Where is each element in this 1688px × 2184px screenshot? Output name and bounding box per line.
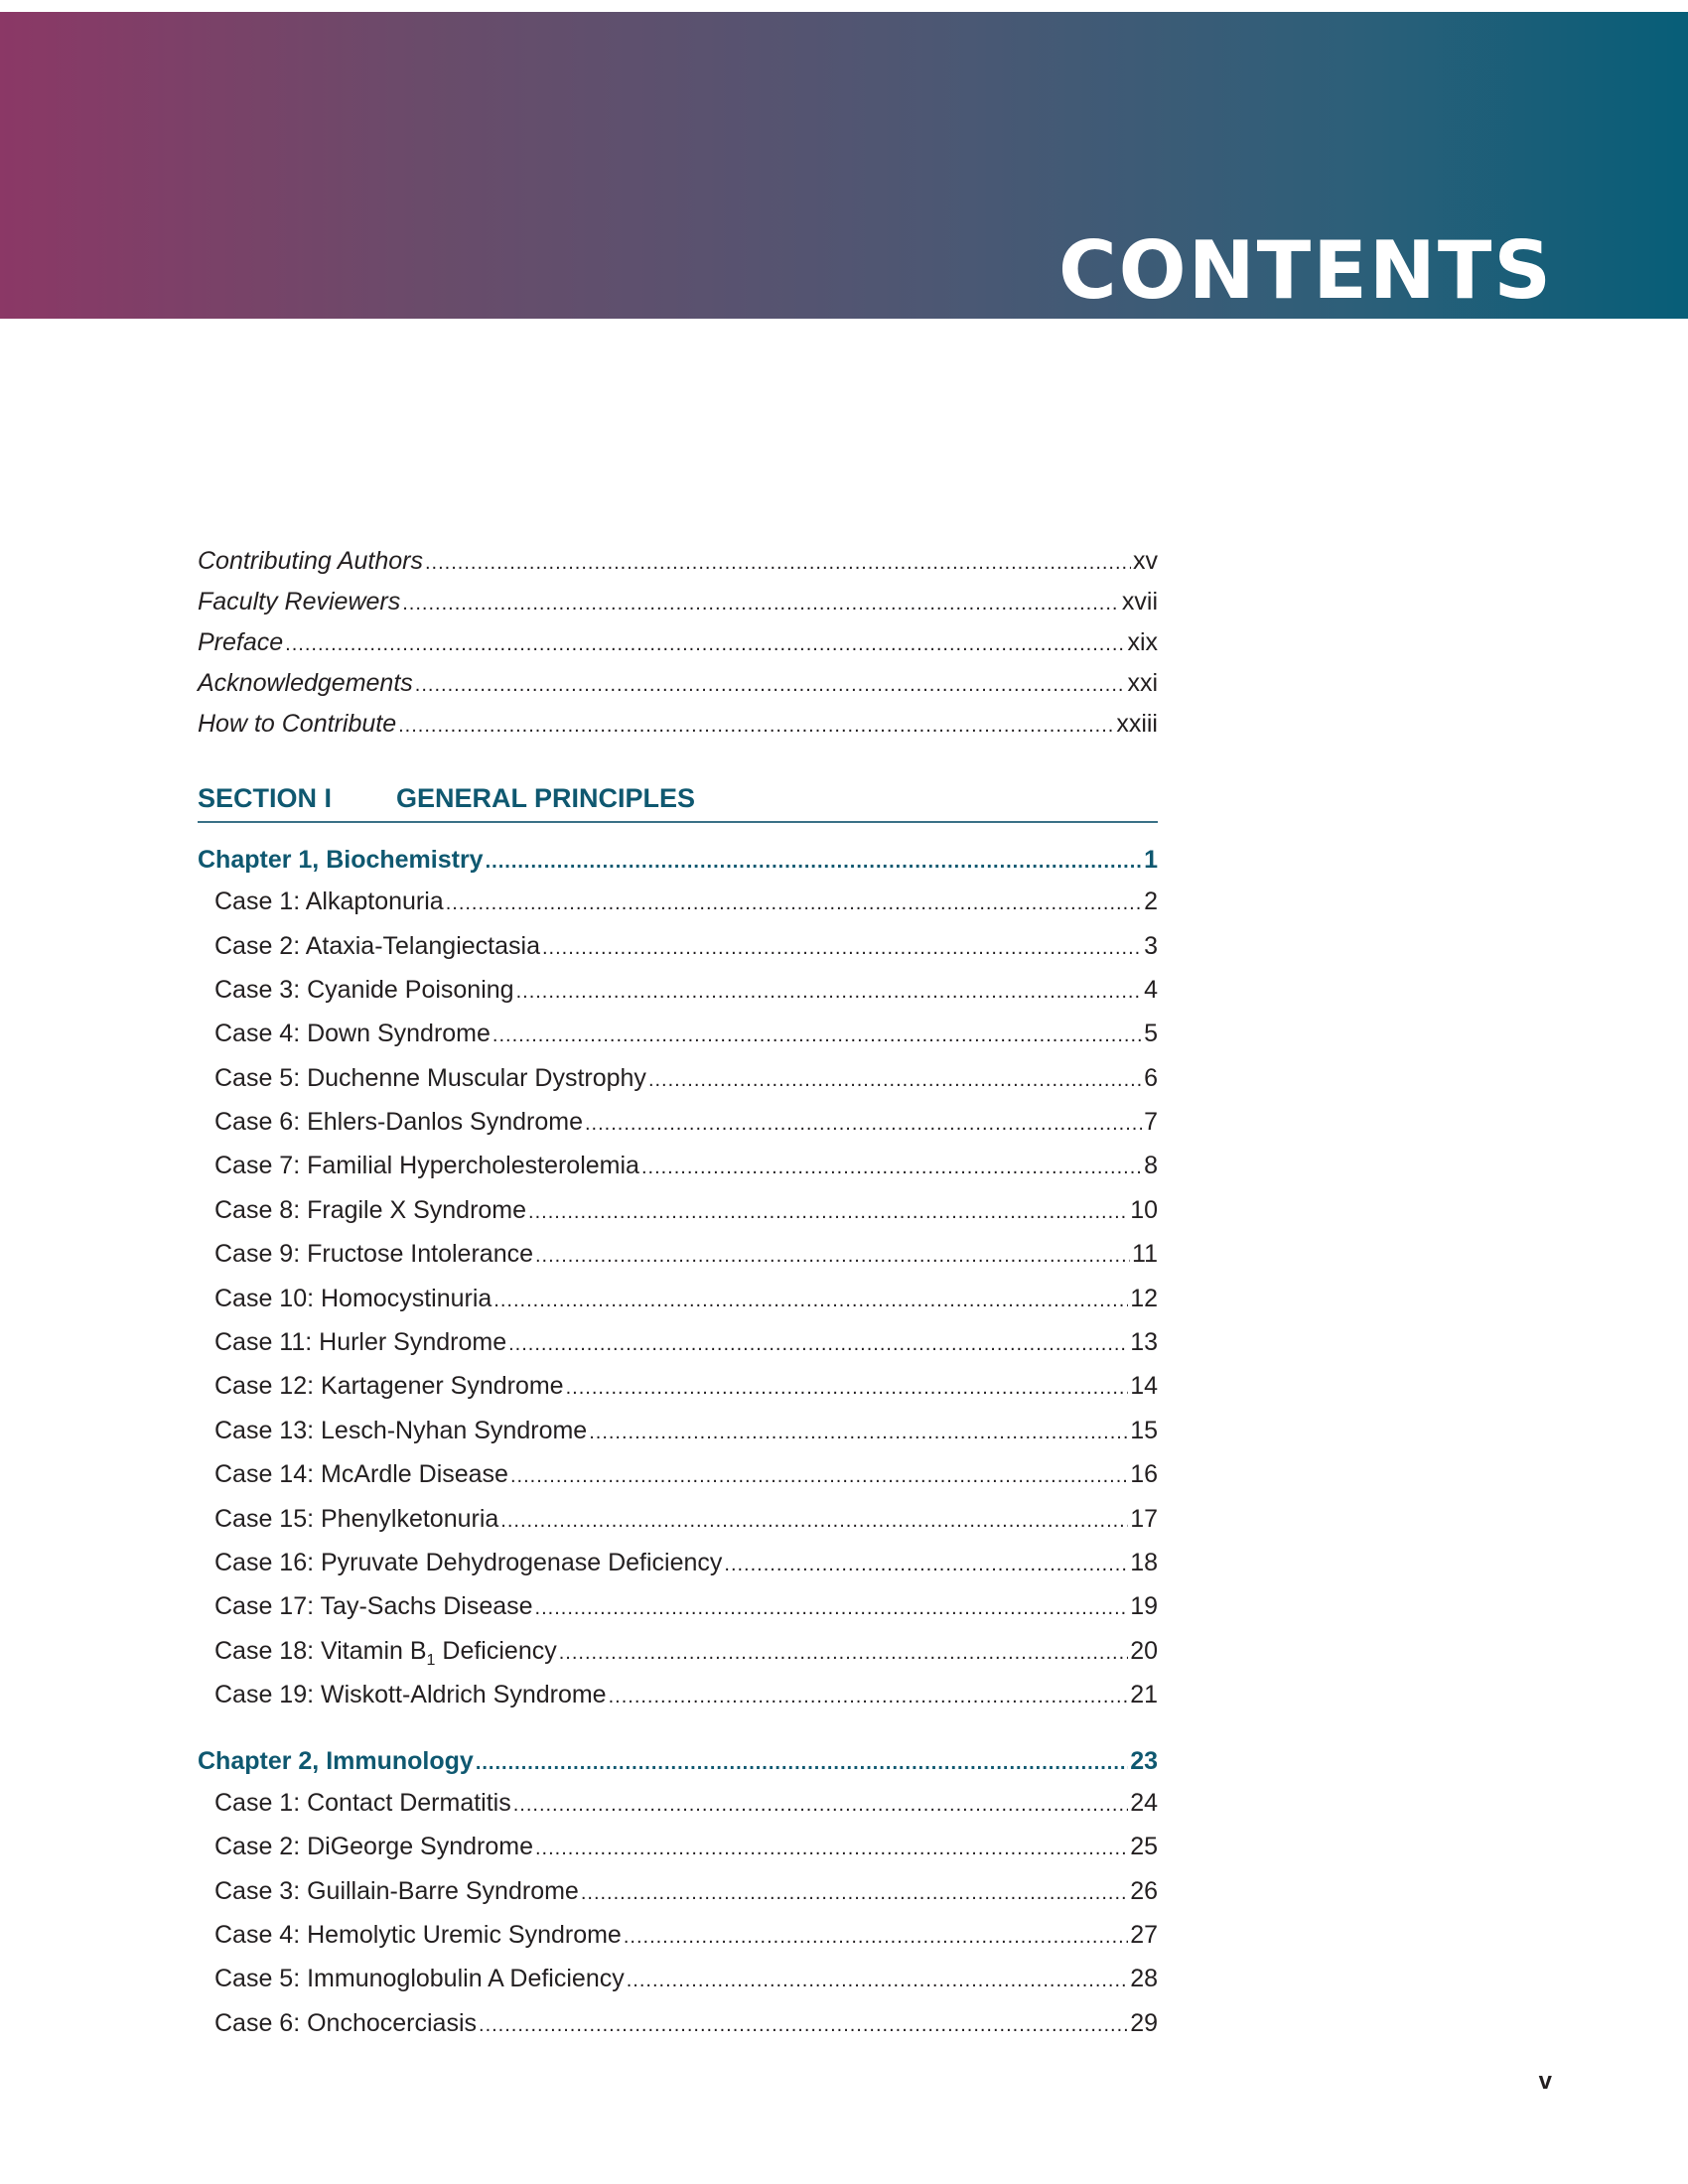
- dot-leader: [559, 1633, 1128, 1673]
- dot-leader: [492, 1016, 1142, 1055]
- dot-leader: [425, 543, 1131, 583]
- toc-entry-page: xxi: [1127, 669, 1158, 697]
- dot-leader: [493, 1281, 1128, 1320]
- dot-leader: [609, 1677, 1129, 1716]
- case-title: Case 12: Kartagener Syndrome: [214, 1372, 564, 1400]
- toc-case-entry[interactable]: [214, 1014, 1158, 1053]
- case-title: Case 16: Pyruvate Dehydrogenase Deficiency: [214, 1549, 723, 1576]
- case-title: Case 3: Cyanide Poisoning: [214, 976, 514, 1004]
- case-page: 10: [1130, 1196, 1158, 1224]
- toc-entry-page: xix: [1127, 628, 1158, 656]
- toc-chapter-immunology[interactable]: [198, 1741, 1158, 1781]
- toc-case-entry[interactable]: [214, 1827, 1158, 1866]
- case-page: 28: [1130, 1965, 1158, 1992]
- case-page: 12: [1130, 1285, 1158, 1312]
- toc-case-entry[interactable]: [214, 1102, 1158, 1142]
- header-banner: [0, 12, 1688, 319]
- toc-entry-preface[interactable]: [198, 622, 1158, 662]
- section-number: SECTION I: [198, 783, 333, 813]
- section-heading: [198, 775, 1158, 823]
- dot-leader: [486, 842, 1143, 882]
- toc-entry-title: Preface: [198, 628, 284, 656]
- toc-case-entry[interactable]: [214, 1322, 1158, 1362]
- case-title: Case 1: Contact Dermatitis: [214, 1789, 511, 1817]
- toc-case-entry[interactable]: [214, 970, 1158, 1010]
- case-title: Case 18: Vitamin $B_1$ Deficiency: [214, 1637, 557, 1669]
- toc-case-entry[interactable]: [214, 1543, 1158, 1582]
- dot-leader: [585, 1104, 1142, 1144]
- case-title: Case 11: Hurler Syndrome: [214, 1328, 507, 1356]
- dot-leader: [724, 1545, 1128, 1584]
- toc-entry-contributing-authors[interactable]: [198, 541, 1158, 581]
- case-page: 27: [1130, 1921, 1158, 1949]
- dot-leader: [581, 1873, 1128, 1913]
- page-number: v: [1538, 2068, 1552, 2095]
- toc-case-entry[interactable]: [214, 1871, 1158, 1911]
- case-title: Case 7: Familial Hypercholesterolemia: [214, 1152, 639, 1179]
- dot-leader: [479, 2005, 1128, 2045]
- case-title: Case 13: Lesch-Nyhan Syndrome: [214, 1417, 588, 1444]
- case-page: 26: [1130, 1877, 1158, 1905]
- toc-case-entry[interactable]: [214, 1234, 1158, 1274]
- case-title: Case 2: Ataxia-Telangiectasia: [214, 932, 540, 960]
- toc-case-entry[interactable]: [214, 1675, 1158, 1714]
- case-page: 15: [1130, 1417, 1158, 1444]
- toc-entry-title: Acknowledgements: [198, 669, 413, 697]
- dot-leader: [516, 972, 1143, 1012]
- case-title: Case 1: Alkaptonuria: [214, 887, 444, 915]
- case-title: Case 8: Fragile X Syndrome: [214, 1196, 527, 1224]
- toc-case-entry[interactable]: [214, 2003, 1158, 2043]
- toc-case-entry[interactable]: [214, 1190, 1158, 1230]
- toc-entry-title: Contributing Authors: [198, 547, 423, 575]
- toc-case-entry[interactable]: [214, 1631, 1158, 1671]
- toc-case-entry[interactable]: [214, 1146, 1158, 1185]
- toc-case-entry[interactable]: [214, 1454, 1158, 1494]
- dot-leader: [535, 1236, 1130, 1276]
- dot-leader: [648, 1060, 1142, 1100]
- subscript: 1: [426, 1652, 436, 1669]
- dot-leader: [402, 584, 1120, 623]
- case-page: 29: [1130, 2009, 1158, 2037]
- toc-entry-title: Faculty Reviewers: [198, 588, 401, 615]
- case-page: 16: [1130, 1460, 1158, 1488]
- toc-case-entry[interactable]: [214, 1499, 1158, 1539]
- case-title: Case 15: Phenylketonuria: [214, 1505, 499, 1533]
- toc-case-entry[interactable]: [214, 1783, 1158, 1823]
- case-page: 20: [1130, 1637, 1158, 1665]
- dot-leader: [500, 1501, 1128, 1541]
- case-title: Case 5: Duchenne Muscular Dystrophy: [214, 1064, 646, 1092]
- toc-entry-title: How to Contribute: [198, 710, 397, 738]
- dot-leader: [476, 1743, 1128, 1783]
- case-page: 21: [1130, 1681, 1158, 1708]
- toc-case-entry[interactable]: [214, 1411, 1158, 1450]
- case-page: 8: [1144, 1152, 1158, 1179]
- case-page: 19: [1130, 1592, 1158, 1620]
- dot-leader: [415, 665, 1126, 705]
- dot-leader: [535, 1829, 1128, 1868]
- case-page: 24: [1130, 1789, 1158, 1817]
- dot-leader: [624, 1917, 1128, 1957]
- case-page: 6: [1144, 1064, 1158, 1092]
- case-title: Case 4: Hemolytic Uremic Syndrome: [214, 1921, 622, 1949]
- dot-leader: [566, 1368, 1129, 1408]
- case-title: Case 5: Immunoglobulin A Deficiency: [214, 1965, 625, 1992]
- case-page: 14: [1130, 1372, 1158, 1400]
- case-page: 3: [1144, 932, 1158, 960]
- toc-chapter-biochemistry[interactable]: [198, 840, 1158, 880]
- dot-leader: [627, 1961, 1128, 2000]
- case-page: 13: [1130, 1328, 1158, 1356]
- dot-leader: [535, 1588, 1129, 1628]
- case-title: Case 2: DiGeorge Syndrome: [214, 1833, 533, 1860]
- toc-entry-page: xxiii: [1116, 710, 1158, 738]
- case-page: 2: [1144, 887, 1158, 915]
- case-page: 18: [1130, 1549, 1158, 1576]
- toc-entry-how-to-contribute[interactable]: [198, 704, 1158, 744]
- case-page: 4: [1144, 976, 1158, 1004]
- case-page: 11: [1132, 1240, 1158, 1268]
- chapter-title: Chapter 2, Immunology: [198, 1747, 474, 1775]
- chapter-title: Chapter 1, Biochemistry: [198, 846, 484, 874]
- case-title: Case 9: Fructose Intolerance: [214, 1240, 533, 1268]
- case-title: Case 17: Tay-Sachs Disease: [214, 1592, 533, 1620]
- dot-leader: [285, 624, 1125, 664]
- case-page: 7: [1144, 1108, 1158, 1136]
- toc-case-entry[interactable]: [214, 1366, 1158, 1406]
- toc-case-entry[interactable]: [214, 1279, 1158, 1318]
- dot-leader: [542, 928, 1142, 968]
- case-title: Case 14: McArdle Disease: [214, 1460, 508, 1488]
- dot-leader: [446, 884, 1142, 923]
- toc-case-entry[interactable]: [214, 1959, 1158, 1998]
- toc-case-entry[interactable]: [214, 882, 1158, 921]
- toc-case-entry[interactable]: [214, 1915, 1158, 1955]
- toc-entry-page: xvii: [1121, 588, 1158, 615]
- case-title: Case 6: Onchocerciasis: [214, 2009, 478, 2037]
- chapter-page: 1: [1144, 846, 1158, 874]
- toc-case-entry[interactable]: [214, 1058, 1158, 1098]
- page-title: CONTENTS: [1057, 224, 1553, 317]
- toc-case-entry[interactable]: [214, 926, 1158, 966]
- case-page: 17: [1130, 1505, 1158, 1533]
- section-name: GENERAL PRINCIPLES: [396, 783, 696, 813]
- case-title: Case 19: Wiskott-Aldrich Syndrome: [214, 1681, 607, 1708]
- dot-leader: [510, 1456, 1128, 1496]
- case-page: 5: [1144, 1020, 1158, 1047]
- toc-entry-faculty-reviewers[interactable]: [198, 582, 1158, 621]
- case-title: Case 3: Guillain-Barre Syndrome: [214, 1877, 579, 1905]
- toc-case-entry[interactable]: [214, 1586, 1158, 1626]
- case-title: Case 4: Down Syndrome: [214, 1020, 491, 1047]
- dot-leader: [641, 1148, 1142, 1187]
- dot-leader: [589, 1413, 1128, 1452]
- case-page: 25: [1130, 1833, 1158, 1860]
- dot-leader: [398, 706, 1114, 746]
- chapter-page: 23: [1130, 1747, 1158, 1775]
- dot-leader: [528, 1192, 1128, 1232]
- dot-leader: [513, 1785, 1128, 1825]
- toc-entry-page: xv: [1133, 547, 1158, 575]
- toc-entry-acknowledgements[interactable]: [198, 663, 1158, 703]
- dot-leader: [508, 1324, 1128, 1364]
- case-title: Case 6: Ehlers-Danlos Syndrome: [214, 1108, 583, 1136]
- case-title: Case 10: Homocystinuria: [214, 1285, 492, 1312]
